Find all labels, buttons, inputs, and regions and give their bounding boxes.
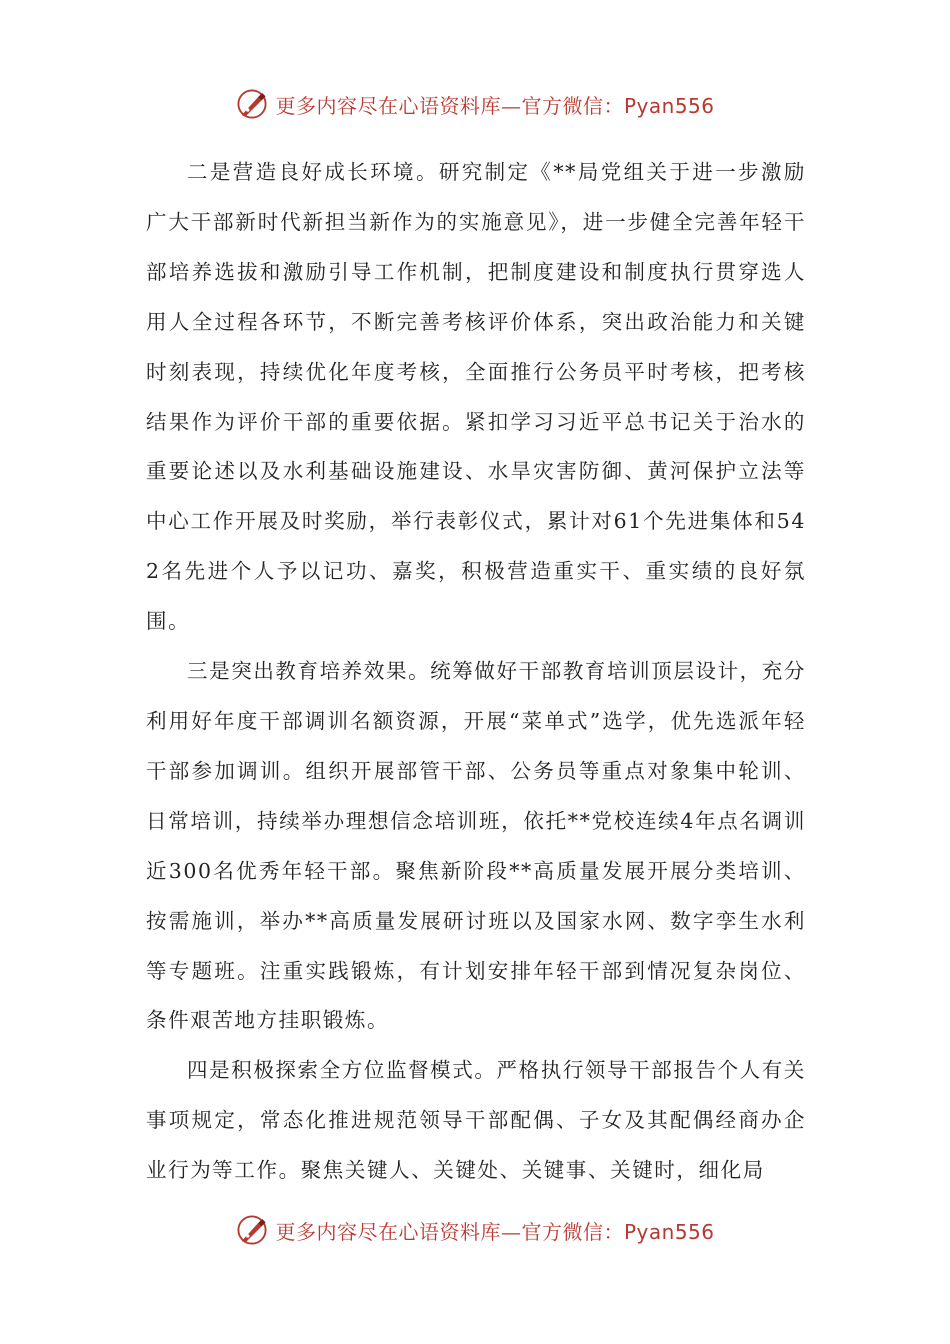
pen-nib-icon xyxy=(235,87,269,121)
document-body xyxy=(146,148,806,1196)
watermark-text-en: Pyan556 xyxy=(623,1219,715,1244)
watermark-text-cn: 更多内容尽在心语资料库—官方微信： xyxy=(275,93,624,118)
watermark-text-cn: 更多内容尽在心语资料库—官方微信： xyxy=(275,1219,624,1244)
pen-nib-icon xyxy=(235,1213,269,1247)
paragraph-4: 四是积极探索全方位监督模式。严格执行领导干部报告个人有关事项规定，常态化推进规范领导干部配偶、子女及其配偶经商办企业行为等工作。聚焦关键人、关键处、关键事、关键时，细化局 xyxy=(146,1058,806,1183)
watermark-text xyxy=(275,1216,714,1245)
watermark-text xyxy=(275,90,714,119)
watermark-header xyxy=(0,84,950,124)
paragraph-3: 三是突出教育培养效果。统筹做好干部教育培训顶层设计，充分利用好年度干部调训名额资源，开展“菜单式”选学，优先选派年轻干部参加调训。组织开展部管干部、公务员等重点对象集中轮训、日常培训，持续举办理想信念培训班，依托**党校连续4年点名调训近300名优秀年轻干部。聚焦新阶段**高质量发展开展分类培训、按需施训，举办**高质量发展研讨班以及国家水网、数字孪生水利等专题班。注重实践锻炼，有计划安排年轻干部到情况复杂岗位、条件艰苦地方挂职锻炼。 xyxy=(146,659,806,1033)
paragraph-2: 二是营造良好成长环境。研究制定《**局党组关于进一步激励广大干部新时代新担当新作为的实施意见》，进一步健全完善年轻干部培养选拔和激励引导工作机制，把制度建设和制度执行贯穿选人用人全过程各环节，不断完善考核评价体系，突出政治能力和关键时刻表现，持续优化年度考核，全面推行公务员平时考核，把考核结果作为评价干部的重要依据。紧扣学习习近平总书记关于治水的重要论述以及水利基础设施建设、水旱灾害防御、黄河保护立法等中心工作开展及时奖励，举行表彰仪式，累计对61个先进集体和542名先进个人予以记功、嘉奖，积极营造重实干、重实绩的良好氛围。 xyxy=(146,160,806,634)
watermark-text-en: Pyan556 xyxy=(623,93,715,118)
watermark-footer xyxy=(0,1210,950,1250)
